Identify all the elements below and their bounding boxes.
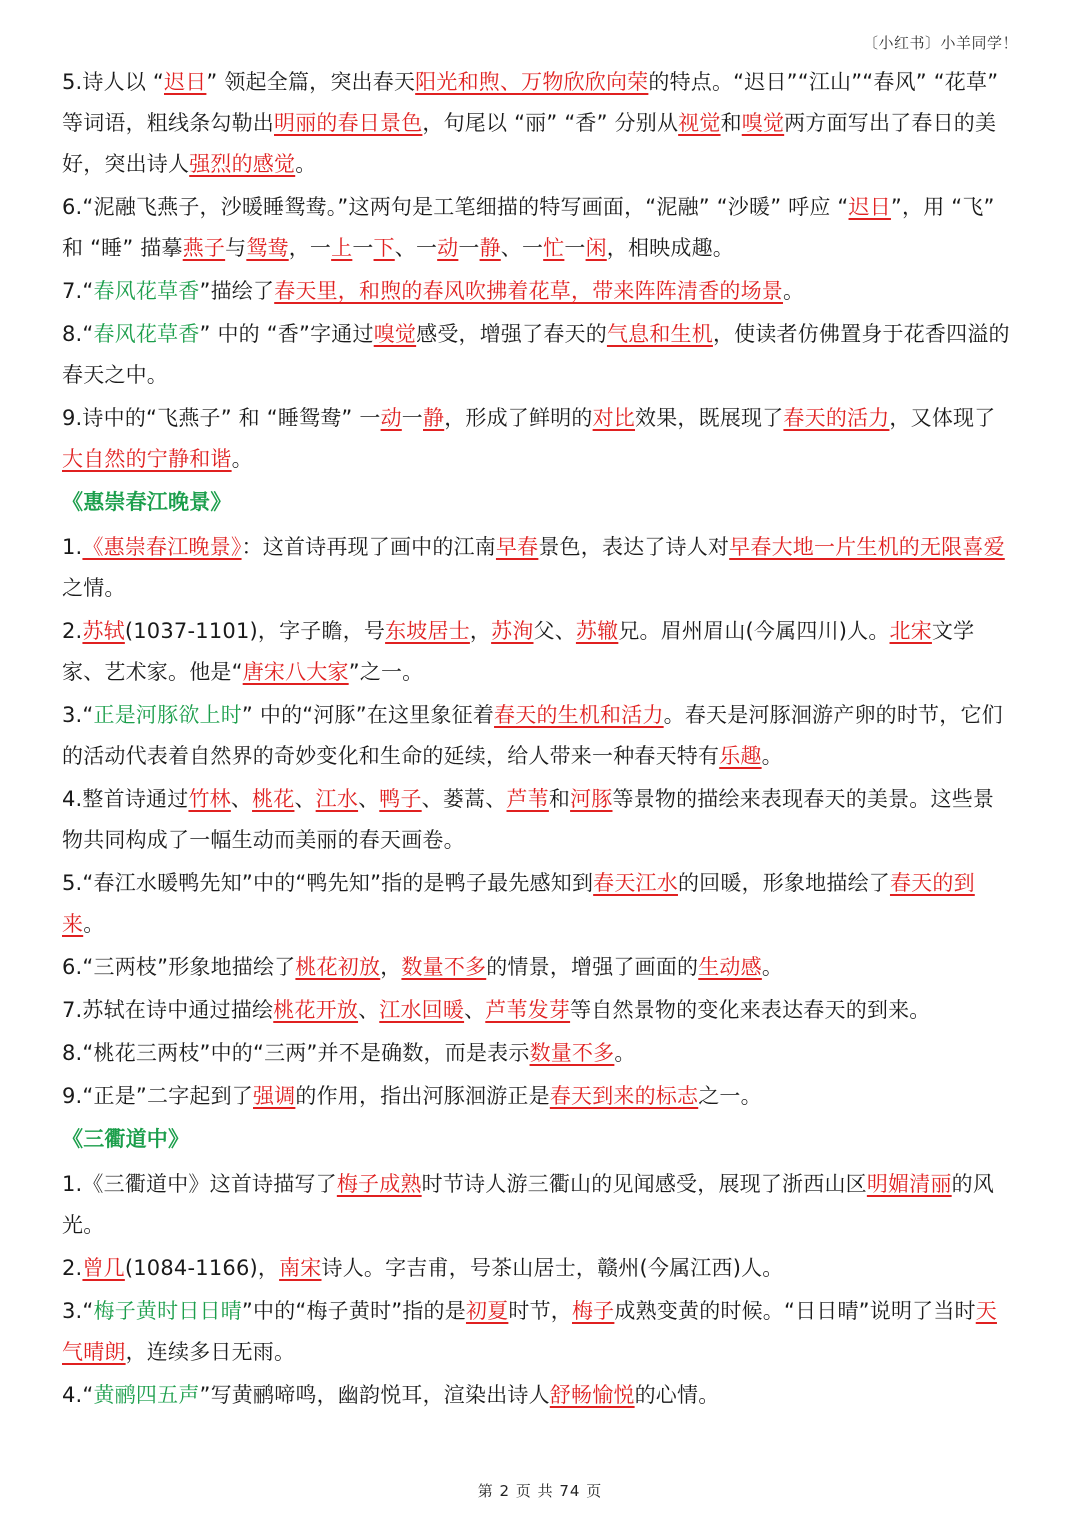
plain-text: 4.整首诗通过 <box>62 787 189 811</box>
plain-text: 时节， <box>508 1299 572 1323</box>
key-term-red: 芦苇发芽 <box>485 998 571 1022</box>
key-term-red: 竹林 <box>188 787 231 811</box>
poem-quote-green: 正是河豚欲上时 <box>93 703 242 727</box>
key-term-red: 芦苇 <box>506 787 549 811</box>
plain-text: 2. <box>62 619 83 643</box>
plain-text: 一 <box>401 406 423 430</box>
plain-text: 和 <box>720 111 742 135</box>
page-number: 第 2 页 共 74 页 <box>477 1482 603 1500</box>
plain-text: 、 <box>358 998 380 1022</box>
key-term-red: 梅子成熟 <box>336 1172 422 1196</box>
plain-text: 1.《三衢道中》这首诗描写了 <box>62 1172 337 1196</box>
plain-text: 9.“正是”二字起到了 <box>62 1084 253 1108</box>
plain-text: 的作用，指出河豚洄游正是 <box>295 1084 550 1108</box>
plain-text: 、一 <box>500 236 544 260</box>
plain-text: 父、 <box>533 619 576 643</box>
plain-text: 、 <box>358 787 380 811</box>
note-paragraph <box>62 611 1014 693</box>
key-term-red: 唐宋八大家 <box>242 660 349 684</box>
plain-text: 效果，既展现了 <box>635 406 784 430</box>
note-paragraph <box>62 187 1014 269</box>
key-term-red: 阳光和煦、万物欣欣向荣 <box>415 70 649 94</box>
key-term-red: 北宋 <box>889 619 932 643</box>
key-term-red: 嗅觉 <box>373 322 417 346</box>
plain-text: ”中的“梅子黄时”指的是 <box>241 1299 466 1323</box>
key-term-red: 舒畅愉悦 <box>549 1383 635 1407</box>
plain-text: 的回暖，形象地描绘了 <box>677 871 890 895</box>
plain-text: 两方面写出了春日的美好，突出诗人 <box>62 111 997 176</box>
note-paragraph <box>62 1248 1014 1289</box>
plain-text: 之一。 <box>698 1084 762 1108</box>
plain-text: 一 <box>352 236 374 260</box>
plain-text: 。 <box>231 447 253 471</box>
plain-text: 景色，表达了诗人对 <box>538 535 730 559</box>
poem-quote-green: 黄鹂四五声 <box>93 1383 200 1407</box>
plain-text: ，又体现了 <box>889 406 996 430</box>
key-term-red: 春天的生机和活力 <box>494 703 664 727</box>
key-term-red: 春天到来的标志 <box>549 1084 699 1108</box>
plain-text: ”写黄鹂啼鸣，幽韵悦耳，渲染出诗人 <box>199 1383 550 1407</box>
plain-text: 。 <box>783 279 805 303</box>
key-term-red: 苏轼 <box>82 619 125 643</box>
plain-text: 一 <box>458 236 480 260</box>
plain-text: 。 <box>83 912 105 936</box>
key-term-red: 动 <box>437 236 459 260</box>
key-term-red: 初夏 <box>465 1299 509 1323</box>
plain-text: ”，用 “飞” 和 “睡” 描摹 <box>62 195 995 260</box>
plain-text: (1084-1166)， <box>124 1256 280 1280</box>
plain-text: ：这首诗再现了画中的江南 <box>241 535 496 559</box>
key-term-red: 东坡居士 <box>385 619 470 643</box>
key-term-red: 鸭子 <box>379 787 422 811</box>
plain-text: ， <box>380 955 402 979</box>
note-paragraph <box>62 863 1014 945</box>
key-term-red: 天气晴朗 <box>62 1299 997 1364</box>
note-paragraph <box>62 990 1014 1031</box>
plain-text: ， <box>469 619 492 643</box>
key-term-red: 桃花开放 <box>273 998 359 1022</box>
note-paragraph <box>62 1164 1014 1246</box>
plain-text: 、 <box>464 998 486 1022</box>
key-term-red: 鸳鸯 <box>246 236 289 260</box>
key-term-red: 桃花 <box>252 787 295 811</box>
plain-text: ，使读者仿佛置身于花香四溢的春天之中。 <box>62 322 1010 387</box>
plain-text: 诗人。字吉甫，号茶山居士，赣州(今属江西)人。 <box>321 1256 784 1280</box>
key-term-red: 大自然的宁静和谐 <box>62 447 232 471</box>
key-term-red: 忙 <box>543 236 565 260</box>
plain-text: (1037-1101)，字子瞻，号 <box>124 619 386 643</box>
plain-text: 1. <box>62 535 83 559</box>
section-heading <box>62 1119 1014 1160</box>
note-paragraph <box>62 314 1014 396</box>
plain-text: 《三衢道中》 <box>62 1127 190 1151</box>
key-term-red: 春天江水 <box>593 871 678 895</box>
key-term-red: 静 <box>479 236 501 260</box>
plain-text: 、蒌蒿、 <box>421 787 507 811</box>
key-term-red: 早春 <box>495 535 539 559</box>
plain-text: 的情景，增强了画面的 <box>486 955 699 979</box>
plain-text: 6.“三两枝”形象地描绘了 <box>62 955 296 979</box>
plain-text: 9.诗中的“飞燕子” 和 “睡鸳鸯” 一 <box>62 406 381 430</box>
plain-text: 。 <box>614 1041 636 1065</box>
note-paragraph <box>62 398 1014 480</box>
note-paragraph <box>62 1076 1014 1117</box>
key-term-red: 动 <box>380 406 402 430</box>
key-term-red: 梅子 <box>571 1299 615 1323</box>
plain-text: ”描绘了 <box>199 279 275 303</box>
plain-text: 5.“春江水暖鸭先知”中的“鸭先知”指的是鸭子最先感知到 <box>62 871 594 895</box>
plain-text: 感受，增强了春天的 <box>416 322 607 346</box>
key-term-red: 数量不多 <box>401 955 487 979</box>
plain-text: 3.“ <box>62 1299 94 1323</box>
plain-text: 的风光。 <box>62 1172 995 1237</box>
plain-text: 。 <box>295 152 317 176</box>
plain-text: 《惠崇春江晚景》 <box>62 490 232 514</box>
key-term-red: 早春大地一片生机的无限喜爱 <box>729 535 1005 559</box>
plain-text: 与 <box>225 236 247 260</box>
key-term-red: 数量不多 <box>529 1041 615 1065</box>
key-term-red: 乐趣 <box>719 744 762 768</box>
key-term-red: 春天的活力 <box>783 406 890 430</box>
note-paragraph <box>62 271 1014 312</box>
key-term-red: 曾几 <box>82 1256 125 1280</box>
watermark-text: 〔小红书〕小羊同学！ <box>862 34 1018 52</box>
plain-text: 3.“ <box>62 703 94 727</box>
key-term-red: 苏洵 <box>491 619 534 643</box>
plain-text: 时节诗人游三衢山的见闻感受，展现了浙西山区 <box>421 1172 867 1196</box>
note-paragraph <box>62 947 1014 988</box>
note-paragraph <box>62 527 1014 609</box>
key-term-red: 明媚清丽 <box>866 1172 952 1196</box>
key-term-red: 河豚 <box>570 787 613 811</box>
plain-text: 成熟变黄的时候。“日日晴”说明了当时 <box>614 1299 976 1323</box>
key-term-red: 视觉 <box>678 111 721 135</box>
plain-text: 7.“ <box>62 279 94 303</box>
plain-text: 6.“泥融飞燕子，沙暖睡鸳鸯。”这两句是工笔细描的特写画面，“泥融” “沙暖” 呼应 “ <box>62 195 849 219</box>
plain-text: 和 <box>548 787 571 811</box>
poem-quote-green: 春风花草香 <box>93 279 200 303</box>
plain-text: 8.“ <box>62 322 94 346</box>
key-term-red: 对比 <box>592 406 636 430</box>
plain-text: ，相映成趣。 <box>606 236 734 260</box>
key-term-red: 嗅觉 <box>741 111 785 135</box>
plain-text: 。春天是河豚洄游产卵的时节，它们的活动代表着自然界的奇妙变化和生命的延续，给人带来一种春天特有 <box>62 703 1003 768</box>
note-paragraph <box>62 695 1014 777</box>
key-term-red: 苏辙 <box>575 619 619 643</box>
key-term-red: 强调 <box>253 1084 296 1108</box>
plain-text: 的心情。 <box>634 1383 720 1407</box>
plain-text: 兄。眉州眉山(今属四川)人。 <box>618 619 890 643</box>
plain-text: 。 <box>761 955 784 979</box>
poem-quote-green: 梅子黄时日日晴 <box>93 1299 242 1323</box>
document-body <box>62 62 1014 1418</box>
plain-text: 4.“ <box>62 1383 94 1407</box>
plain-text: ” 中的“河豚”在这里象征着 <box>241 703 495 727</box>
plain-text: ，一 <box>288 236 332 260</box>
key-term-red: 迟日 <box>848 195 891 219</box>
plain-text: ，句尾以 “丽” “香” 分别从 <box>422 111 679 135</box>
plain-text: 8.“桃花三两枝”中的“三两”并不是确数，而是表示 <box>62 1041 530 1065</box>
plain-text: ，形成了鲜明的 <box>444 406 593 430</box>
key-term-red: 桃花初放 <box>295 955 381 979</box>
plain-text: 、 <box>230 787 253 811</box>
key-term-red: 上 <box>331 236 353 260</box>
plain-text: ，连续多日无雨。 <box>125 1340 296 1364</box>
key-term-red: 闲 <box>585 236 607 260</box>
plain-text: 之情。 <box>62 576 126 600</box>
note-paragraph <box>62 1291 1014 1373</box>
key-term-red: 下 <box>373 236 395 260</box>
plain-text: 等景物的描绘来表现春天的美景。这些景物共同构成了一幅生动而美丽的春天画卷。 <box>62 787 995 852</box>
key-term-red: 江水 <box>315 787 359 811</box>
poem-quote-green: 春风花草香 <box>93 322 200 346</box>
key-term-red: 《惠崇春江晚景》 <box>82 535 242 559</box>
plain-text: 等自然景物的变化来表达春天的到来。 <box>570 998 931 1022</box>
plain-text: ” 领起全篇，突出春天 <box>206 70 416 94</box>
key-term-red: 生动感 <box>698 955 762 979</box>
plain-text: 7.苏轼在诗中通过描绘 <box>62 998 274 1022</box>
key-term-red: 迟日 <box>164 70 207 94</box>
plain-text: 、 <box>294 787 316 811</box>
key-term-red: 静 <box>423 406 445 430</box>
note-paragraph <box>62 1375 1014 1416</box>
key-term-red: 春天的到来 <box>62 871 975 936</box>
section-heading <box>62 482 1014 523</box>
plain-text: 的特点。“迟日”“江山”“春风” “花草” 等词语，粗线条勾勒出 <box>62 70 999 135</box>
key-term-red: 江水回暖 <box>379 998 465 1022</box>
key-term-red: 明丽的春日景色 <box>274 111 423 135</box>
plain-text: 一 <box>564 236 586 260</box>
note-paragraph <box>62 779 1014 861</box>
key-term-red: 强烈的感觉 <box>189 152 296 176</box>
plain-text: 2. <box>62 1256 83 1280</box>
key-term-red: 春天里，和煦的春风吹拂着花草，带来阵阵清香的场景 <box>274 279 784 303</box>
plain-text: 。 <box>761 744 783 768</box>
plain-text: ” 中的 “香”字通过 <box>199 322 374 346</box>
key-term-red: 燕子 <box>182 236 226 260</box>
plain-text: 文学家、艺术家。他是“ <box>62 619 975 684</box>
plain-text: ”之一。 <box>348 660 424 684</box>
plain-text: 、一 <box>394 236 438 260</box>
key-term-red: 气息和生机 <box>606 322 713 346</box>
note-paragraph <box>62 62 1014 185</box>
key-term-red: 南宋 <box>279 1256 322 1280</box>
plain-text: 5.诗人以 “ <box>62 70 164 94</box>
note-paragraph <box>62 1033 1014 1074</box>
